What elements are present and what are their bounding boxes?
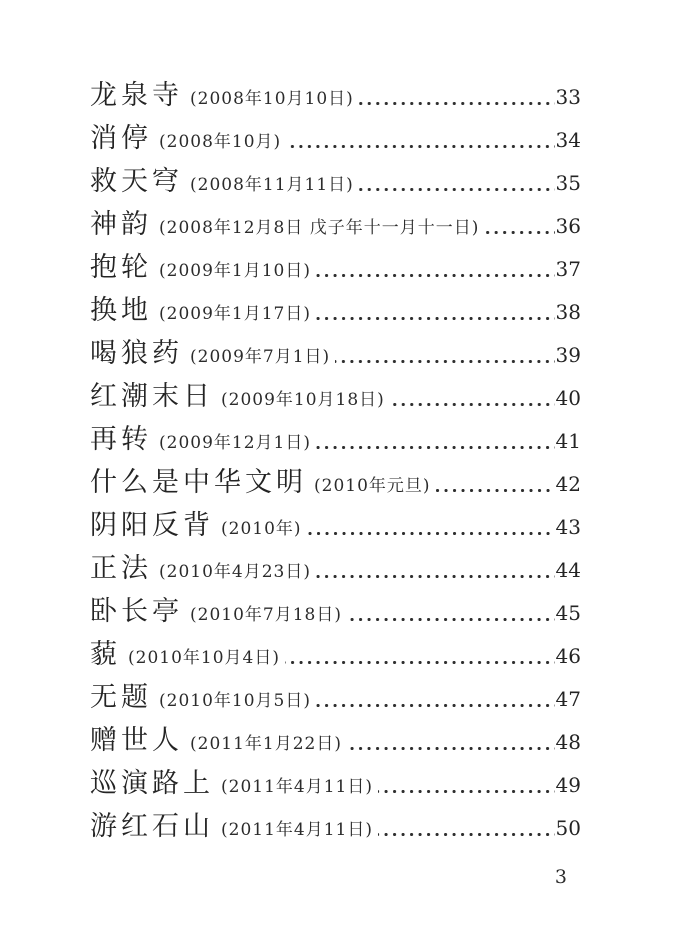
toc-entry-page-number: 36 — [555, 214, 581, 238]
toc-entry-page-number: 39 — [555, 343, 581, 367]
toc-entry-title: 藐 — [90, 639, 121, 670]
dot-leader — [484, 231, 554, 234]
toc-entry-page-number: 45 — [555, 601, 581, 625]
dot-leader — [316, 704, 555, 707]
toc-entry-title: 龙泉寺 — [90, 80, 183, 111]
toc-entry-page-number: 37 — [555, 257, 581, 281]
toc-entry-date: (2011年4月11日) — [221, 777, 373, 797]
toc-entry-row — [90, 246, 581, 289]
toc-entry-date: (2008年10月10日) — [190, 89, 354, 109]
toc-entry-title: 巡演路上 — [90, 768, 214, 799]
toc-entry-row — [90, 117, 581, 160]
toc-entry-date: (2010年10月5日) — [159, 691, 311, 711]
toc-entry-row — [90, 461, 581, 504]
toc-entry-row — [90, 590, 581, 633]
dot-leader — [335, 360, 554, 363]
toc-entry-title: 游红石山 — [90, 811, 214, 842]
toc-entry-title: 卧长亭 — [90, 596, 183, 627]
dot-leader — [378, 833, 555, 836]
toc-entry-date: (2010年) — [221, 519, 302, 539]
toc-entry-page-number: 43 — [555, 515, 581, 539]
toc-entry-date: (2009年10月18日) — [221, 390, 385, 410]
dot-leader — [347, 747, 555, 750]
toc-entry-page-number: 49 — [555, 773, 581, 797]
dot-leader — [286, 145, 554, 148]
toc-entry-row — [90, 74, 581, 117]
toc-entry-date: (2008年10月) — [159, 132, 282, 152]
toc-entry-date: (2010年元旦) — [314, 476, 431, 496]
toc-entry-title: 赠世人 — [90, 725, 183, 756]
toc-entry-date: (2011年1月22日) — [190, 734, 342, 754]
dot-leader — [359, 102, 555, 105]
toc-entry-page-number: 50 — [555, 816, 581, 840]
toc-entry-row — [90, 676, 581, 719]
toc-entry-row — [90, 633, 581, 676]
toc-entry-row — [90, 375, 581, 418]
toc-entry-date: (2008年12月8日 戊子年十一月十一日) — [159, 218, 480, 238]
toc-entry-row — [90, 719, 581, 762]
toc-entry-page-number: 48 — [555, 730, 581, 754]
toc-entry-page-number: 40 — [555, 386, 581, 410]
toc-entry-date: (2009年1月17日) — [159, 304, 311, 324]
dot-leader — [436, 489, 555, 492]
toc-entry-title: 红潮末日 — [90, 381, 214, 412]
toc-entry-row — [90, 504, 581, 547]
dot-leader — [347, 618, 555, 621]
dot-leader — [316, 274, 555, 277]
dot-leader — [307, 532, 555, 535]
toc-entry-date: (2010年4月23日) — [159, 562, 311, 582]
dot-leader — [378, 790, 555, 793]
toc-entry-title: 神韵 — [90, 209, 152, 240]
toc-entry-page-number: 33 — [555, 85, 581, 109]
toc-entry-title: 再转 — [90, 424, 152, 455]
toc-entry-page-number: 34 — [555, 128, 581, 152]
toc-list — [90, 74, 581, 848]
dot-leader — [316, 446, 555, 449]
toc-entry-title: 正法 — [90, 553, 152, 584]
toc-entry-title: 消停 — [90, 123, 152, 154]
toc-entry-page-number: 44 — [555, 558, 581, 582]
toc-entry-row — [90, 289, 581, 332]
page-number: 3 — [554, 866, 567, 888]
toc-entry-date: (2011年4月11日) — [221, 820, 373, 840]
toc-entry-date: (2010年7月18日) — [190, 605, 342, 625]
toc-entry-title: 什么是中华文明 — [90, 467, 307, 498]
toc-entry-title: 喝狼药 — [90, 338, 183, 369]
toc-entry-title: 无题 — [90, 682, 152, 713]
toc-entry-title: 抱轮 — [90, 252, 152, 283]
toc-entry-row — [90, 547, 581, 590]
toc-entry-row — [90, 762, 581, 805]
toc-entry-row — [90, 203, 581, 246]
toc-entry-date: (2010年10月4日) — [128, 648, 280, 668]
toc-entry-title: 换地 — [90, 295, 152, 326]
dot-leader — [359, 188, 555, 191]
toc-entry-row — [90, 160, 581, 203]
toc-entry-row — [90, 805, 581, 848]
dot-leader — [390, 403, 555, 406]
toc-entry-title: 阴阳反背 — [90, 510, 214, 541]
toc-entry-date: (2009年1月10日) — [159, 261, 311, 281]
toc-entry-date: (2008年11月11日) — [190, 175, 354, 195]
toc-entry-page-number: 38 — [555, 300, 581, 324]
dot-leader — [285, 661, 555, 664]
toc-entry-page-number: 46 — [555, 644, 581, 668]
toc-entry-title: 救天穹 — [90, 166, 183, 197]
toc-entry-page-number: 41 — [555, 429, 581, 453]
toc-entry-date: (2009年12月1日) — [159, 433, 311, 453]
dot-leader — [316, 317, 555, 320]
toc-entry-row — [90, 332, 581, 375]
toc-entry-page-number: 42 — [555, 472, 581, 496]
toc-entry-row — [90, 418, 581, 461]
dot-leader — [316, 575, 555, 578]
toc-entry-date: (2009年7月1日) — [190, 347, 331, 367]
toc-entry-page-number: 35 — [555, 171, 581, 195]
toc-entry-page-number: 47 — [555, 687, 581, 711]
